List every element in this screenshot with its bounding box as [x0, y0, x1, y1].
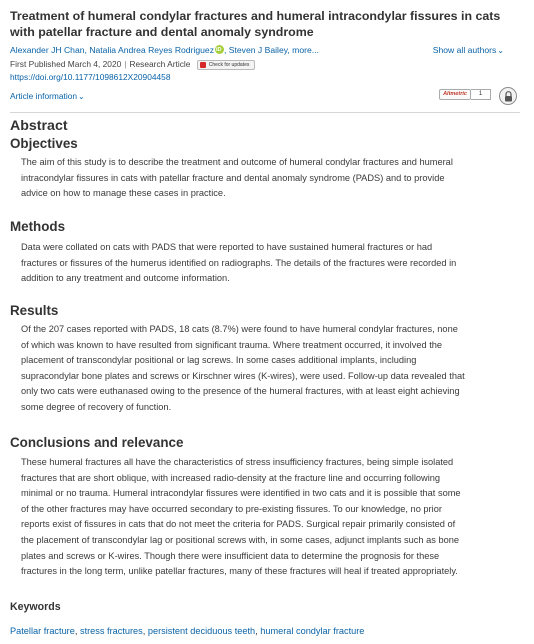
text-line: intracondylar fissures in cats with patellar fracture and dental anomaly syndrome (PADS) and to provide: [21, 172, 445, 183]
authors-row: Alexander JH Chan, Natalia Andrea Reyes RodrigueziD , Steven J Bailey, more... Show all authors⌄: [10, 44, 524, 56]
chevron-down-icon: ⌄: [78, 92, 85, 101]
text-line: The aim of this study is to describe the treatment and outcome of humeral condylar fractures and humeral: [21, 157, 453, 167]
section-text-results: [21, 322, 511, 416]
text-line: fractures in the long term, unlike patellar fractures, many of these fractures will heal if treated appropriately.: [21, 566, 458, 577]
text-line: reports exist of fissures in cats that do not meet the criteria for PADS. Surgical repair primarily consisted of: [21, 519, 456, 530]
doi-link[interactable]: https://doi.org/10.1177/1098612X20904458: [10, 72, 171, 82]
article-info-row: [10, 90, 515, 104]
text-line: placement of transcondylar positional or lag screws. In some cases additional implants, including: [21, 355, 417, 366]
text-line: fractures that are short oblique, with increased radio-density at the fracture line and occurring following: [21, 472, 441, 483]
text-line: of which was known to have resulted from significant trauma. Where treatment occurred, it involved the: [21, 339, 443, 350]
first-published: First Published March 4, 2020: [10, 59, 122, 69]
article-information-toggle[interactable]: [10, 91, 85, 101]
keyword-link[interactable]: persistent deciduous teeth: [147, 626, 256, 636]
keywords-heading: Keywords: [10, 601, 61, 613]
section-heading-results: Results: [10, 303, 59, 318]
text-line: advice on how to manage these cases in practice.: [21, 188, 226, 199]
divider: [10, 112, 520, 113]
keywords-list: Patellar fracture, stress fractures, persistent deciduous teeth, humeral condylar fracture: [10, 626, 365, 636]
section-heading-objectives: Objectives: [10, 136, 78, 151]
section-heading-methods: Methods: [10, 219, 66, 234]
crossmark-icon: [200, 62, 206, 68]
text-line: some degree of recovery of function.: [21, 401, 172, 412]
orcid-icon[interactable]: [215, 45, 224, 54]
section-text-objectives: [21, 155, 511, 202]
section-text-conclusions: [21, 455, 511, 580]
article-information-label: Article information: [10, 91, 78, 101]
author-link[interactable]: Steven J Bailey: [228, 45, 288, 55]
text-line: only two cats were euthanased owing to the presence of the humeral fractures, with at least eight achieving: [21, 386, 460, 397]
publication-meta: First Published March 4, 2020 | Research Article Check for updates: [10, 58, 255, 70]
article-title: Treatment of humeral condylar fractures and humeral intracondylar fissures in cats with patellar fracture and dental anomaly syndrome: [10, 9, 501, 39]
keyword-link[interactable]: Patellar fracture: [10, 626, 75, 636]
section-heading-conclusions: Conclusions and relevance: [10, 435, 184, 450]
text-line: plates and screws or K-wires. Though there were insufficient data to determine the prognosis for these: [21, 550, 440, 561]
altmetric-count: 1: [471, 89, 491, 100]
text-line: addition to any treatment and outcome information.: [21, 273, 230, 284]
text-line: fractures or fissures of the humerus identified on radiographs. The details of the fractures were recorded in: [21, 257, 457, 268]
text-line: Of the 207 cases reported with PADS, 18 cats (8.7%) were found to have humeral condylar fractures, none: [21, 324, 458, 334]
more-authors-link[interactable]: more...: [292, 45, 319, 55]
lock-icon[interactable]: [499, 87, 517, 105]
text-line: the placement of transcondylar lag or positional screws with, in some cases, adjunct implants such as bone: [21, 534, 460, 545]
author-link[interactable]: Natalia Andrea Reyes Rodriguez: [89, 45, 214, 55]
check-for-updates-button[interactable]: [197, 60, 255, 70]
text-line: These humeral fractures all have the characteristics of stress insufficiency fractures, being simple isolated: [21, 457, 454, 467]
check-for-updates-label: Check for updates: [208, 61, 250, 68]
text-line: supracondylar bone plates and screws or Kirschner wires (K-wires), were used. Follow-up data revealed that: [21, 370, 465, 381]
altmetric-label: Altmetric: [439, 89, 471, 100]
keyword-link[interactable]: stress fractures: [79, 626, 143, 636]
show-all-authors-label: Show all authors: [432, 45, 497, 55]
section-text-methods: [21, 240, 511, 287]
text-line: minimal or no trauma. Humeral intracondylar fissures were identified in two cats and it is possible that some: [21, 488, 461, 499]
chevron-down-icon: ⌄: [497, 46, 504, 55]
abstract-heading: Abstract: [10, 118, 68, 134]
keyword-link[interactable]: humeral condylar fracture: [260, 626, 365, 636]
text-line: Data were collated on cats with PADS that were reported to have sustained humeral fractures or had: [21, 242, 433, 252]
show-all-authors-link[interactable]: [433, 44, 504, 57]
text-line: of the other fractures may have occurred secondary to pre-existing fissures. To our knowledge, no prior: [21, 503, 442, 514]
altmetric-badge[interactable]: [439, 87, 491, 101]
author-link[interactable]: Alexander JH Chan: [10, 45, 85, 55]
article-type: Research Article: [129, 59, 191, 69]
